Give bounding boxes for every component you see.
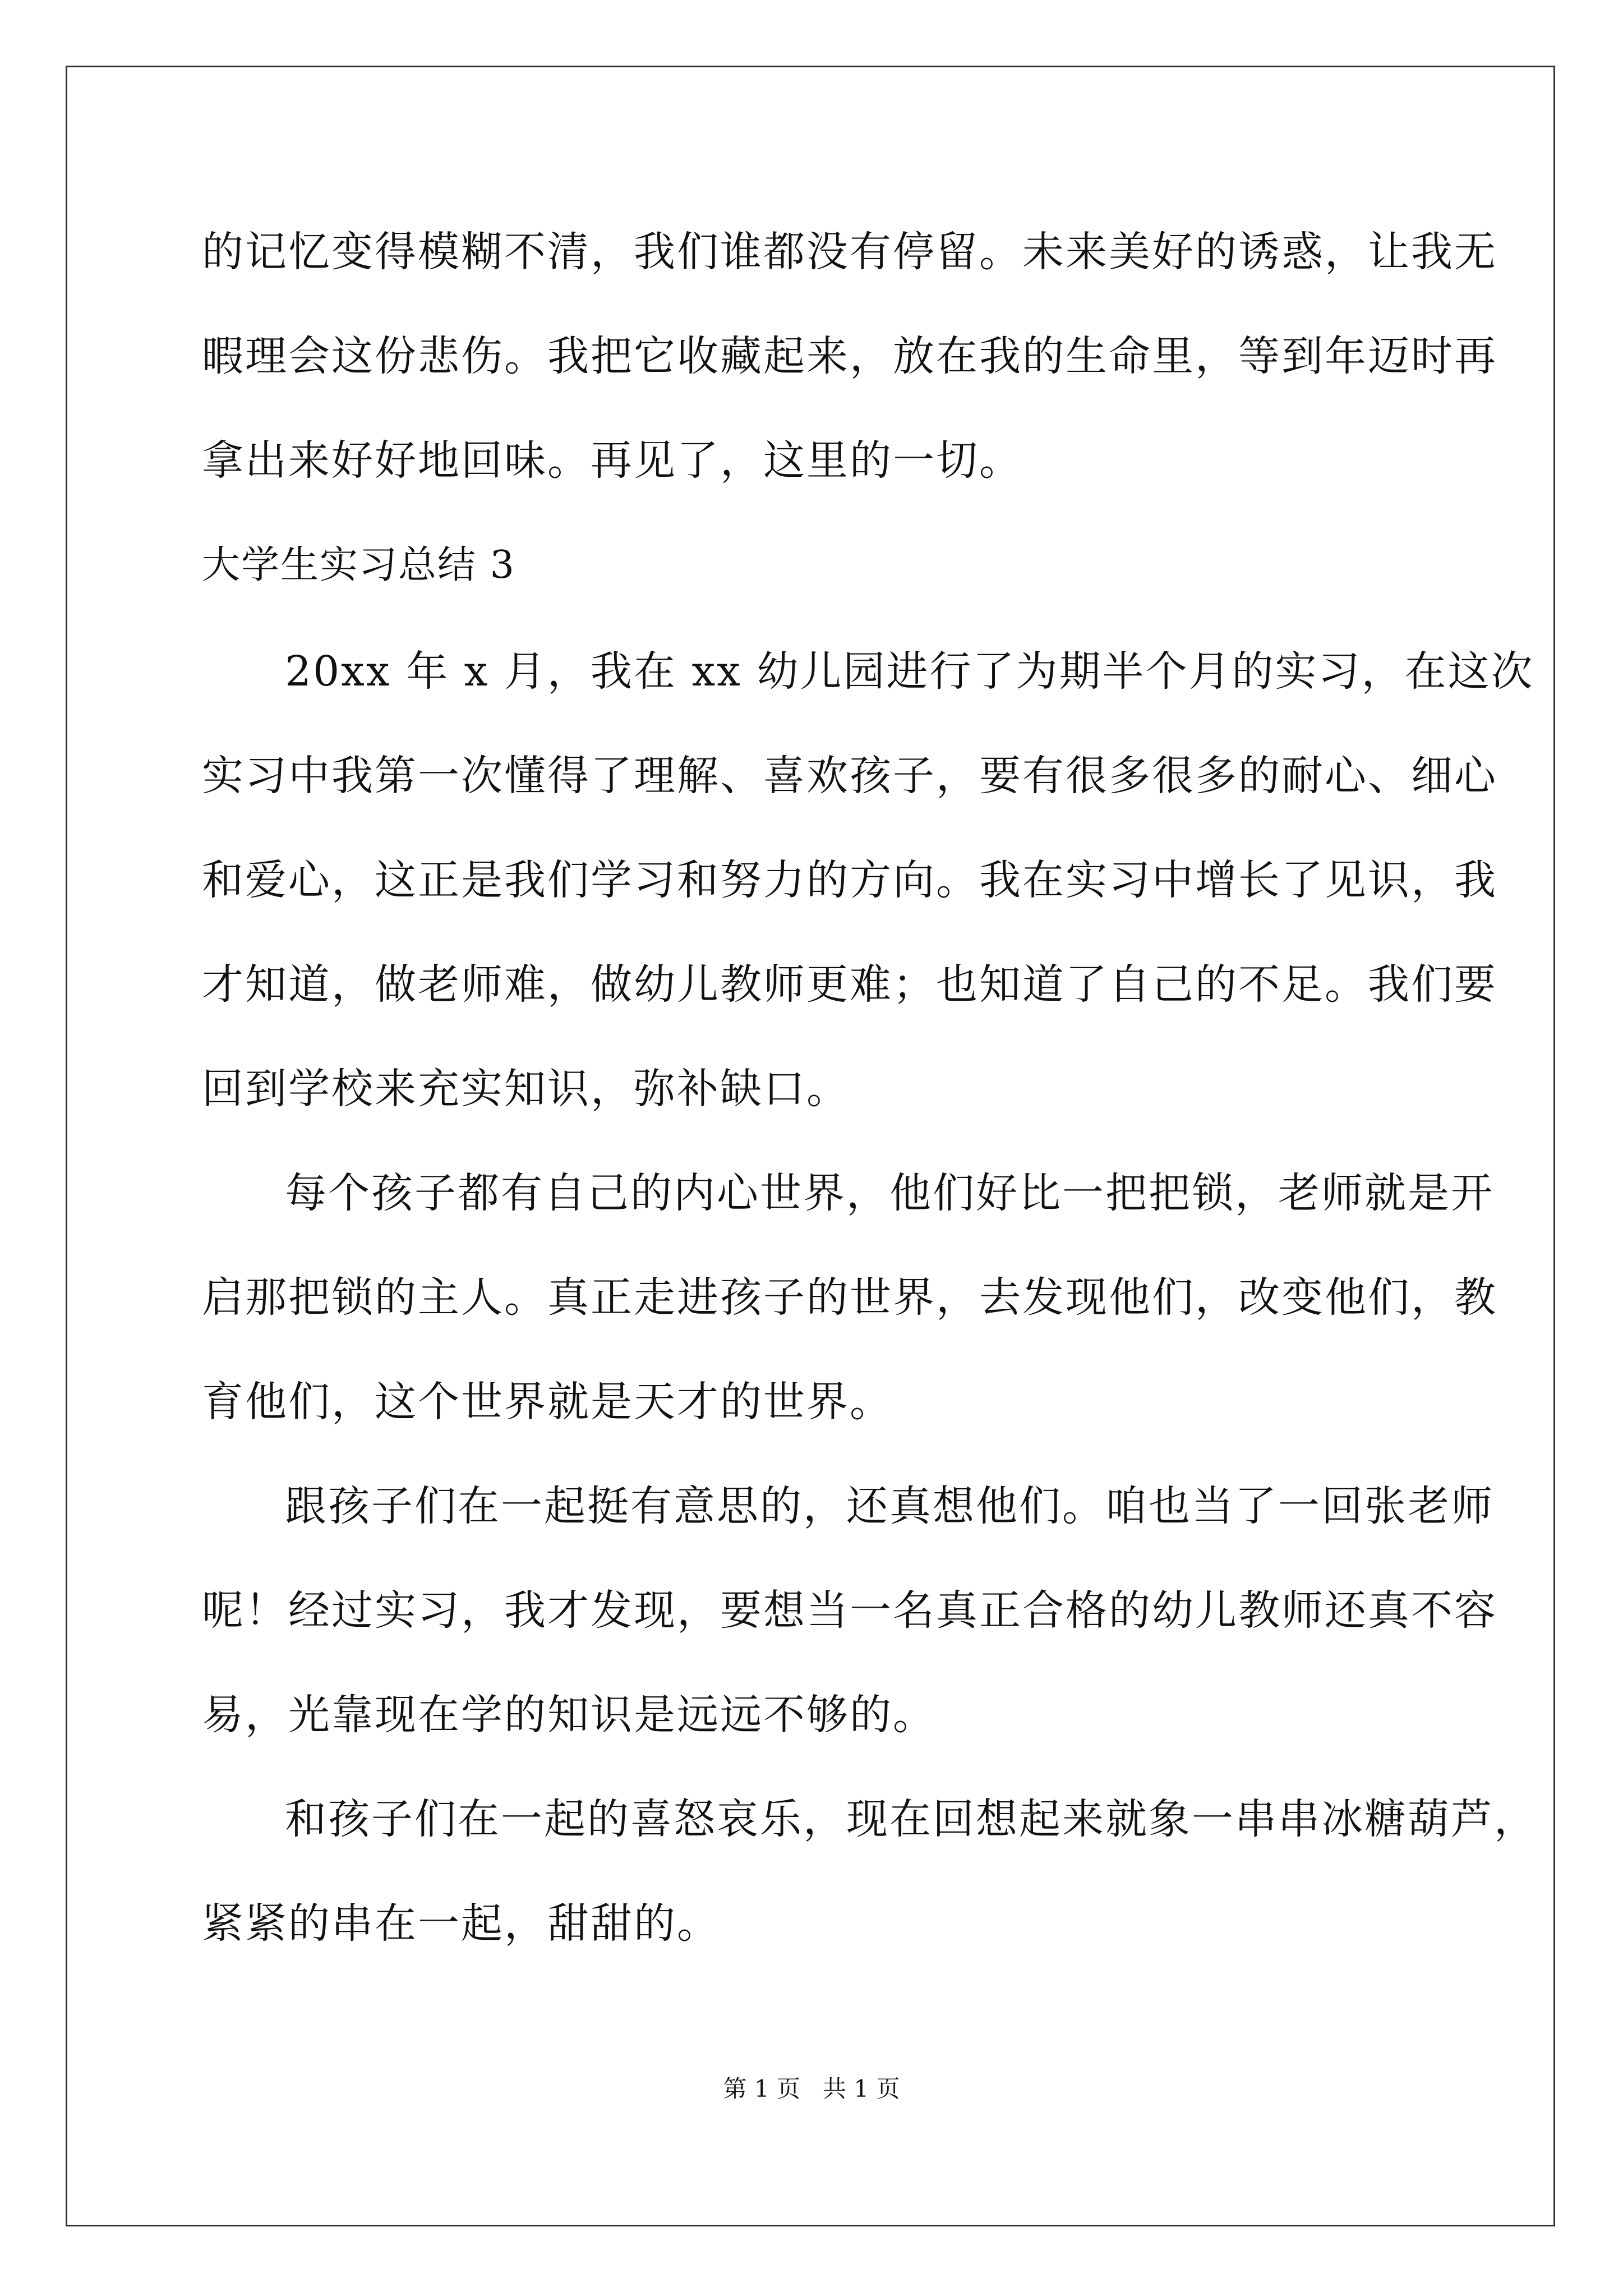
text-line: 呢！经过实习，我才发现，要想当一名真正合格的幼儿教师还真不容 — [202, 1586, 1497, 1635]
text-line: 紧紧的串在一起，甜甜的。 — [202, 1899, 720, 1948]
page-footer: 第 1 页 共 1 页 — [723, 2075, 900, 2102]
section-heading: 大学生实习总结 3 — [202, 543, 515, 587]
text-line: 每个孩子都有自己的内心世界，他们好比一把把锁，老师就是开 — [285, 1169, 1494, 1217]
text-line: 回到学校来充实知识，弥补缺口。 — [202, 1065, 850, 1113]
text-line: 拿出来好好地回味。再见了，这里的一切。 — [202, 436, 1022, 485]
text-line: 和爱心，这正是我们学习和努力的方向。我在实习中增长了见识，我 — [202, 856, 1497, 904]
text-line: 20xx 年 x 月，我在 xx 幼儿园进行了为期半个月的实习，在这次 — [285, 647, 1534, 696]
text-line: 启那把锁的主人。真正走进孩子的世界，去发现他们，改变他们，教 — [202, 1273, 1497, 1322]
text-line: 暇理会这份悲伤。我把它收藏起来，放在我的生命里，等到年迈时再 — [202, 332, 1497, 380]
text-line: 和孩子们在一起的喜怒哀乐，现在回想起来就象一串串冰糖葫芦， — [285, 1795, 1537, 1843]
text-line: 实习中我第一次懂得了理解、喜欢孩子，要有很多很多的耐心、细心 — [202, 752, 1497, 800]
text-line: 的记忆变得模糊不清，我们谁都没有停留。未来美好的诱惑，让我无 — [202, 228, 1497, 276]
text-line: 跟孩子们在一起挺有意思的，还真想他们。咱也当了一回张老师 — [285, 1482, 1494, 1530]
text-line: 育他们，这个世界就是天才的世界。 — [202, 1378, 893, 1426]
text-line: 才知道，做老师难，做幼儿教师更难；也知道了自己的不足。我们要 — [202, 960, 1497, 1009]
text-line: 易，光靠现在学的知识是远远不够的。 — [202, 1691, 936, 1739]
